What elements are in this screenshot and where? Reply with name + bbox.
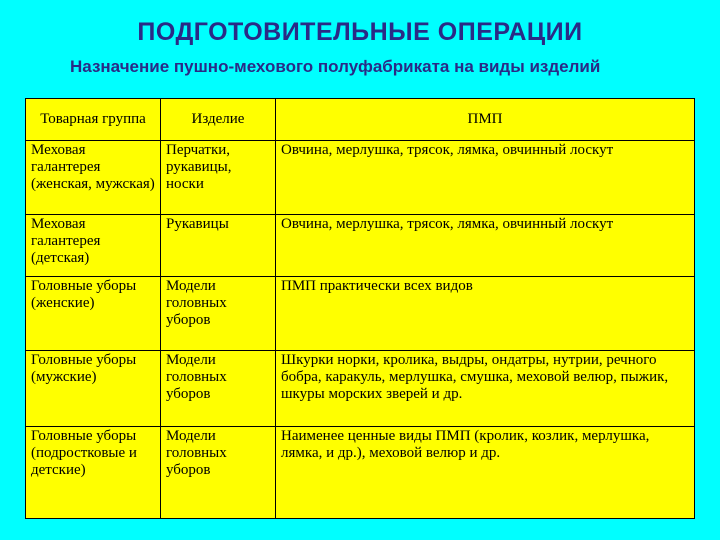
header-product-group: Товарная группа xyxy=(26,99,161,141)
cell-pmp: Шкурки норки, кролика, выдры, ондатры, нутрии, речного бобра, каракуль, мерлушка, смушка, меховой велюр, пыжик, шкуры морских зверей и др. xyxy=(276,351,695,427)
table-row xyxy=(26,141,695,215)
cell-item: Перчатки, рукавицы, носки xyxy=(161,141,276,215)
cell-product-group: Головные уборы (мужские) xyxy=(26,351,161,427)
cell-product-group: Меховая галантерея (детская) xyxy=(26,215,161,277)
cell-pmp: ПМП практически всех видов xyxy=(276,277,695,351)
cell-item: Модели головных уборов xyxy=(161,351,276,427)
table-row xyxy=(26,427,695,519)
header-item: Изделие xyxy=(161,99,276,141)
cell-product-group: Головные уборы (подростковые и детские) xyxy=(26,427,161,519)
table-header-row xyxy=(26,99,695,141)
cell-pmp: Овчина, мерлушка, трясок, лямка, овчинный лоскут xyxy=(276,141,695,215)
table-row xyxy=(26,277,695,351)
cell-item: Модели головных уборов xyxy=(161,427,276,519)
page-subtitle: Назначение пушно-мехового полуфабриката на виды изделий xyxy=(70,57,601,76)
cell-item: Рукавицы xyxy=(161,215,276,277)
table-row xyxy=(26,215,695,277)
cell-item: Модели головных уборов xyxy=(161,277,276,351)
cell-pmp: Овчина, мерлушка, трясок, лямка, овчинный лоскут xyxy=(276,215,695,277)
header-pmp: ПМП xyxy=(276,99,695,141)
cell-product-group: Головные уборы (женские) xyxy=(26,277,161,351)
table-row xyxy=(26,351,695,427)
page-title: ПОДГОТОВИТЕЛЬНЫЕ ОПЕРАЦИИ xyxy=(137,18,583,46)
cell-pmp: Наименее ценные виды ПМП (кролик, козлик, мерлушка, лямка, и др.), меховой велюр и др. xyxy=(276,427,695,519)
product-table xyxy=(25,98,695,519)
cell-product-group: Меховая галантерея (женская, мужская) xyxy=(26,141,161,215)
